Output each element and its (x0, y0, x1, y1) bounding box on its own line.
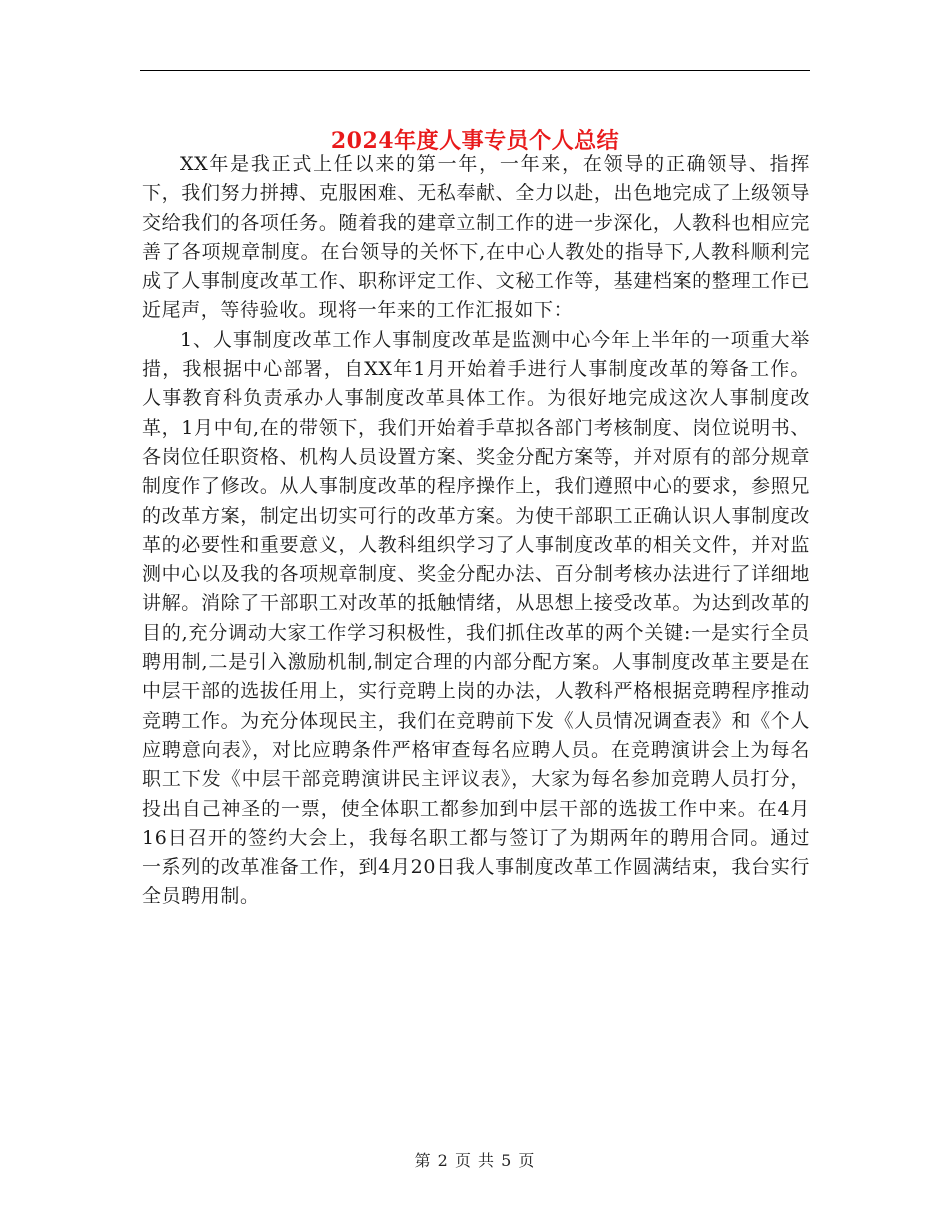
document-title: 2024年度人事专员个人总结 (330, 127, 620, 154)
paragraph-intro: XX年是我正式上任以来的第一年，一年来，在领导的正确领导、指挥下，我们努力拼搏、克服困难、无私奉献、全力以赴，出色地完成了上级领导交给我们的各项任务。随着我的建章立制工作的进一步深化，人教科也相应完善了各项规章制度。在台领导的关怀下,在中心人教处的指导下,人教科顺利完成了人事制度改革工作、职称评定工作、文秘工作等，基建档案的整理工作已近尾声，等待验收。现将一年来的工作汇报如下： (142, 153, 810, 322)
page-number: 第 2 页 共 5 页 (414, 1151, 536, 1170)
paragraph-personnel-reform: 1、人事制度改革工作人事制度改革是监测中心今年上半年的一项重大举措，我根据中心部署，自XX年1月开始着手进行人事制度改革的筹备工作。人事教育科负责承办人事制度改革具体工作。为很好地完成这次人事制度改革，1月中旬,在的带领下，我们开始着手草拟各部门考核制度、岗位说明书、各岗位任职资格、机构人员设置方案、奖金分配方案等，并对原有的部分规章制度作了修改。从人事制度改革的程序操作上，我们遵照中心的要求，参照兄的改革方案，制定出切实可行的改革方案。为使干部职工正确认识人事制度改革的必要性和重要意义，人教科组织学习了人事制度改革的相关文件，并对监测中心以及我的各项规章制度、奖金分配办法、百分制考核办法进行了详细地讲解。消除了干部职工对改革的抵触情绪，从思想上接受改革。为达到改革的目的,充分调动大家工作学习积极性，我们抓住改革的两个关键:一是实行全员聘用制,二是引入激励机制,制定合理的内部分配方案。人事制度改革主要是在中层干部的选拔任用上，实行竞聘上岗的办法，人教科严格根据竞聘程序推动竞聘工作。为充分体现民主，我们在竞聘前下发《人员情况调查表》和《个人应聘意向表》，对比应聘条件严格审查每名应聘人员。在竞聘演讲会上为每名职工下发《中层干部竞聘演讲民主评议表》，大家为每名参加竞聘人员打分，投出自己神圣的一票，使全体职工都参加到中层干部的选拔工作中来。在4月16日召开的签约大会上，我每名职工都与签订了为期两年的聘用合同。通过一系列的改革准备工作，到4月20日我人事制度改革工作圆满结束，我台实行全员聘用制。 (142, 328, 810, 908)
document-body (142, 150, 810, 912)
header-rule (140, 70, 810, 71)
